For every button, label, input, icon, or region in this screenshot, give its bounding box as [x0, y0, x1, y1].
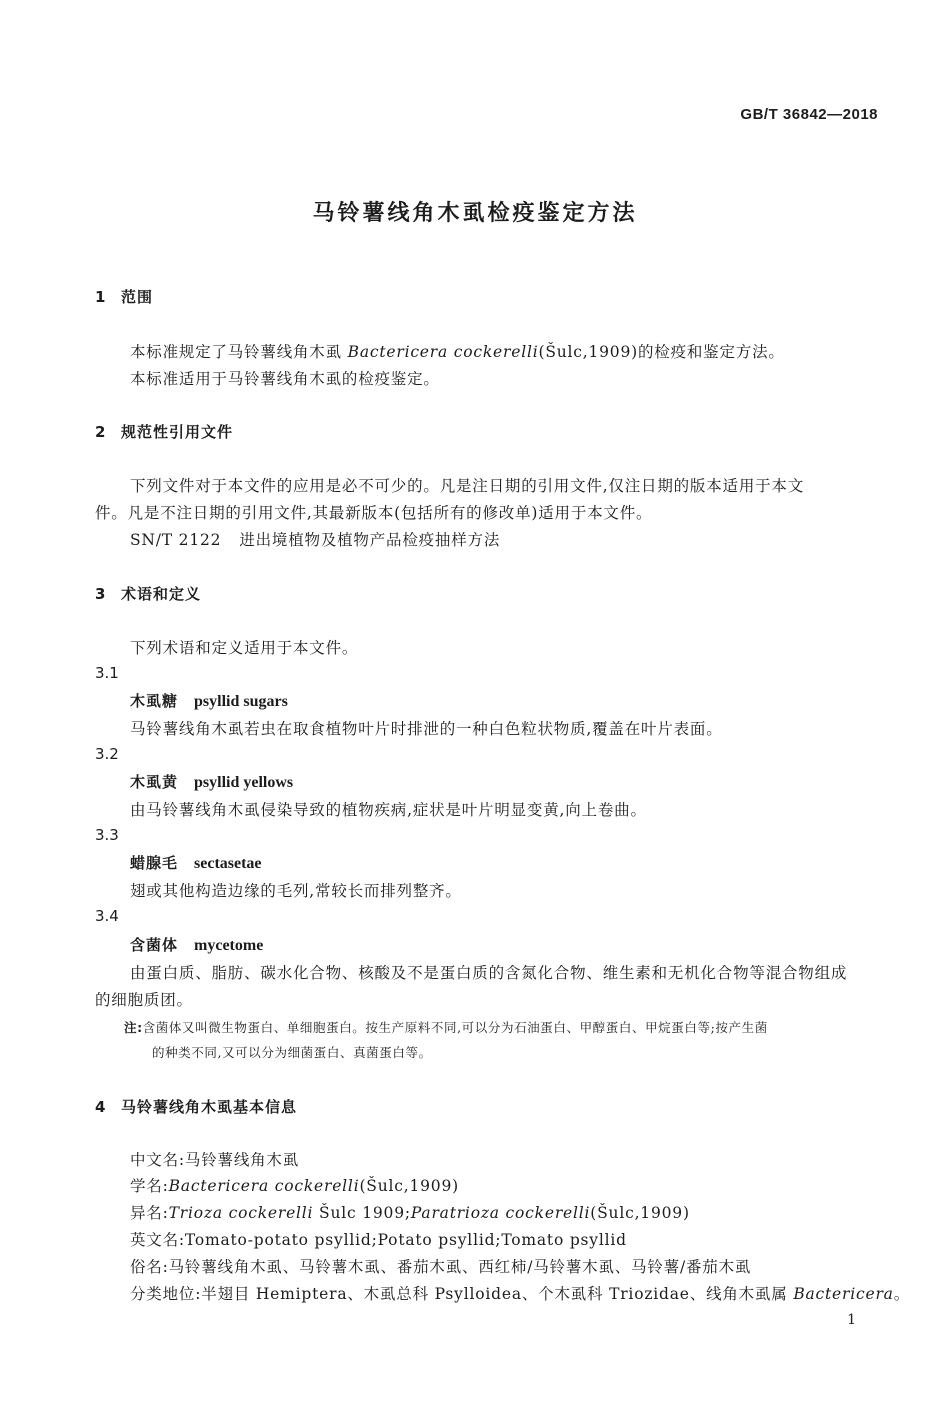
section-title: 范围: [121, 288, 154, 306]
term-zh: 含菌体: [130, 936, 179, 954]
section-title: 马铃薯线角木虱基本信息: [121, 1098, 298, 1116]
text: 分类地位:半翅目 Hemiptera、木虱总科 Psylloidea、个木虱科 Triozidae、线角木虱属: [130, 1285, 794, 1303]
terms-intro: 下列术语和定义适用于本文件。: [130, 639, 359, 657]
section-number: 2: [95, 423, 107, 441]
scope-paragraph-1: [130, 340, 785, 362]
scientific-name: Bactericera cockerelli: [168, 1177, 360, 1195]
scientific-name: Bactericera cockerelli: [347, 343, 539, 361]
section-3-heading: [95, 583, 201, 604]
author: (Šulc,1909): [359, 1177, 459, 1195]
section-2-heading: [95, 421, 233, 442]
term-number: 3.3: [95, 826, 119, 844]
text: (Šulc,1909)的检疫和鉴定方法。: [538, 343, 785, 361]
section-4-heading: [95, 1096, 297, 1117]
term-number: 3.1: [95, 664, 119, 682]
term-number: 3.2: [95, 745, 119, 763]
term-zh: 木虱黄: [130, 773, 179, 791]
term-en: psyllid yellows: [194, 774, 294, 791]
text: 。: [893, 1285, 911, 1303]
taxonomy-line: [130, 1282, 910, 1304]
term-zh: 木虱糖: [130, 692, 179, 710]
normative-paragraph-line-1: 下列文件对于本文件的应用是必不可少的。凡是注日期的引用文件,仅注日期的版本适用于本文: [130, 477, 805, 495]
normative-reference: [130, 528, 500, 550]
standard-code: GB/T 36842—2018: [740, 106, 878, 123]
section-title: 术语和定义: [121, 585, 202, 603]
author: Šulc 1909;: [313, 1204, 411, 1222]
synonyms-line: [130, 1201, 690, 1223]
note-label: 注:: [124, 1020, 143, 1035]
term-heading: [130, 690, 288, 711]
term-definition: 翅或其他构造边缘的毛列,常较长而排列整齐。: [130, 882, 462, 900]
genus-name: Bactericera: [793, 1285, 894, 1303]
document-title: 马铃薯线角木虱检疫鉴定方法: [312, 201, 638, 226]
synonym: Paratrioza cockerelli: [410, 1204, 591, 1222]
term-en: psyllid sugars: [194, 693, 288, 710]
term-en: mycetome: [194, 937, 264, 954]
normative-paragraph-line-2: 件。凡是不注日期的引用文件,其最新版本(包括所有的修改单)适用于本文件。: [95, 504, 653, 522]
section-number: 3: [95, 585, 107, 603]
term-heading: [130, 852, 262, 873]
section-1-heading: [95, 286, 153, 307]
section-title: 规范性引用文件: [121, 423, 234, 441]
term-definition: 由马铃薯线角木虱侵染导致的植物疾病,症状是叶片明显变黄,向上卷曲。: [130, 801, 647, 819]
note-line-1: [124, 1018, 768, 1036]
term-heading: [130, 771, 293, 792]
term-definition-line-2: 的细胞质团。: [95, 991, 193, 1009]
term-zh: 蜡腺毛: [130, 854, 179, 872]
term-definition-line-1: 由蛋白质、脂肪、碳水化合物、核酸及不是蛋白质的含氮化合物、维生素和无机化合物等混合物组成: [130, 964, 848, 982]
note-text: 含菌体又叫微生物蛋白、单细胞蛋白。按生产原料不同,可以分为石油蛋白、甲醇蛋白、甲烷蛋白等;按产生菌: [142, 1020, 768, 1035]
term-heading: [130, 934, 263, 955]
reference-title: 进出境植物及植物产品检疫抽样方法: [239, 531, 501, 549]
scope-paragraph-2: 本标准适用于马铃薯线角木虱的检疫鉴定。: [130, 370, 440, 388]
note-line-2: 的种类不同,又可以分为细菌蛋白、真菌蛋白等。: [152, 1045, 432, 1060]
reference-code: SN/T 2122: [130, 531, 222, 549]
synonym: Trioza cockerelli: [168, 1204, 314, 1222]
label: 异名:: [130, 1204, 169, 1222]
common-names: 俗名:马铃薯线角木虱、马铃薯木虱、番茄木虱、西红柿/马铃薯木虱、马铃薯/番茄木虱: [130, 1258, 752, 1276]
section-number: 1: [95, 288, 107, 306]
term-en: sectasetae: [194, 855, 262, 872]
section-number: 4: [95, 1098, 107, 1116]
english-name: 英文名:Tomato-potato psyllid;Potato psyllid;Tomato psyllid: [130, 1231, 627, 1249]
chinese-name: 中文名:马铃薯线角木虱: [130, 1151, 300, 1169]
term-number: 3.4: [95, 907, 119, 925]
label: 学名:: [130, 1177, 169, 1195]
term-definition: 马铃薯线角木虱若虫在取食植物叶片时排泄的一种白色粒状物质,覆盖在叶片表面。: [130, 720, 723, 738]
text: 本标准规定了马铃薯线角木虱: [130, 343, 348, 361]
page-number: 1: [847, 1312, 856, 1328]
scientific-name-line: [130, 1174, 459, 1196]
author: (Šulc,1909): [590, 1204, 690, 1222]
